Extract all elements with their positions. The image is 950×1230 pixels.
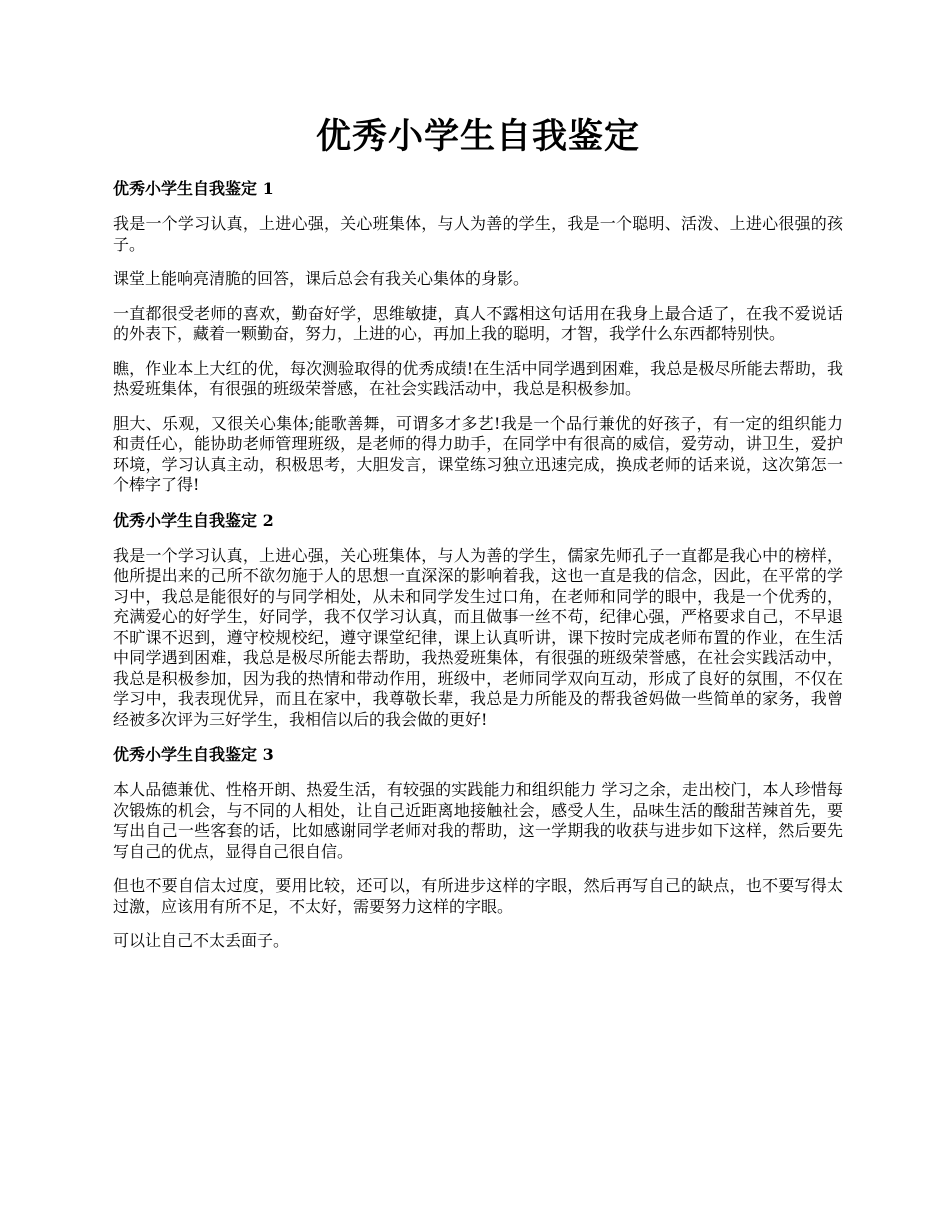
section-1 bbox=[113, 178, 843, 496]
paragraph: 本人品德兼优、性格开朗、热爱生活，有较强的实践能力和组织能力 学习之余，走出校门，本人珍惜每次锻炼的机会，与不同的人相处，让自己近距离地接触社会，感受人生，品味生活的酸甜苦辣首先，要写出自己一些客套的话，比如感谢同学老师对我的帮助，这一学期我的收获与进步如下这样，然后要先写自己的优点，显得自己很自信。 bbox=[113, 780, 843, 861]
section-2 bbox=[113, 510, 843, 731]
paragraph: 可以让自己不太丢面子。 bbox=[113, 931, 290, 950]
document-title: 优秀小学生自我鉴定 bbox=[315, 116, 640, 157]
paragraph: 我是一个学习认真，上进心强，关心班集体，与人为善的学生，儒家先师孔子一直都是我心中的榜样，他所提出来的己所不欲勿施于人的思想一直深深的影响着我，这也一直是我的信念，因此，在平常的学习中，我总是能很好的与同学相处，从未和同学发生过口角，在老师和同学的眼中，我是一个优秀的，充满爱心的好学生，好同学，我不仅学习认真，而且做事一丝不苟，纪律心强，严格要求自己，不早退不旷课不迟到，遵守校规校纪，遵守课堂纪律，课上认真听讲，课下按时完成老师布置的作业，在生活中同学遇到困难，我总是极尽所能去帮助，我热爱班集体，有很强的班级荣誉感，在社会实践活动中，我总是积极参加，因为我的热情和带动作用，班级中，老师同学双向互动，形成了良好的氛围，不仅在学习中，我表现优异，而且在家中，我尊敬长辈，我总是力所能及的帮我爸妈做一些简单的家务，我曾经被多次评为三好学生，我相信以后的我会做的更好! bbox=[113, 545, 843, 729]
section-heading: 优秀小学生自我鉴定 2 bbox=[113, 510, 274, 530]
section-heading: 优秀小学生自我鉴定 1 bbox=[113, 179, 274, 198]
paragraph: 一直都很受老师的喜欢，勤奋好学，思维敏捷，真人不露相这句话用在我身上最合适了，在我不爱说话的外表下，藏着一颗勤奋，努力，上进的心，再加上我的聪明，才智，我学什么东西都特别快。 bbox=[113, 303, 843, 343]
section-3 bbox=[113, 744, 843, 952]
section-heading: 优秀小学生自我鉴定 3 bbox=[113, 745, 274, 764]
paragraph: 我是一个学习认真，上进心强，关心班集体，与人为善的学生，我是一个聪明、活泼、上进心很强的孩子。 bbox=[113, 214, 843, 254]
document-page bbox=[113, 112, 843, 966]
paragraph: 瞧，作业本上大红的优，每次测验取得的优秀成绩!在生活中同学遇到困难，我总是极尽所能去帮助，我热爱班集体，有很强的班级荣誉感，在社会实践活动中，我总是积极参加。 bbox=[113, 358, 843, 398]
paragraph: 但也不要自信太过度，要用比较，还可以，有所进步这样的字眼，然后再写自己的缺点，也不要写得太过激，应该用有所不足，不太好，需要努力这样的字眼。 bbox=[113, 876, 843, 916]
paragraph: 胆大、乐观，又很关心集体;能歌善舞，可谓多才多艺!我是一个品行兼优的好孩子，有一定的组织能力和责任心，能协助老师管理班级，是老师的得力助手，在同学中有很高的威信，爱劳动，讲卫生，爱护环境，学习认真主动，积极思考，大胆发言，课堂练习独立迅速完成，换成老师的话来说，这次第怎一个棒字了得! bbox=[113, 413, 843, 494]
paragraph: 课堂上能响亮清脆的回答，课后总会有我关心集体的身影。 bbox=[113, 269, 530, 288]
